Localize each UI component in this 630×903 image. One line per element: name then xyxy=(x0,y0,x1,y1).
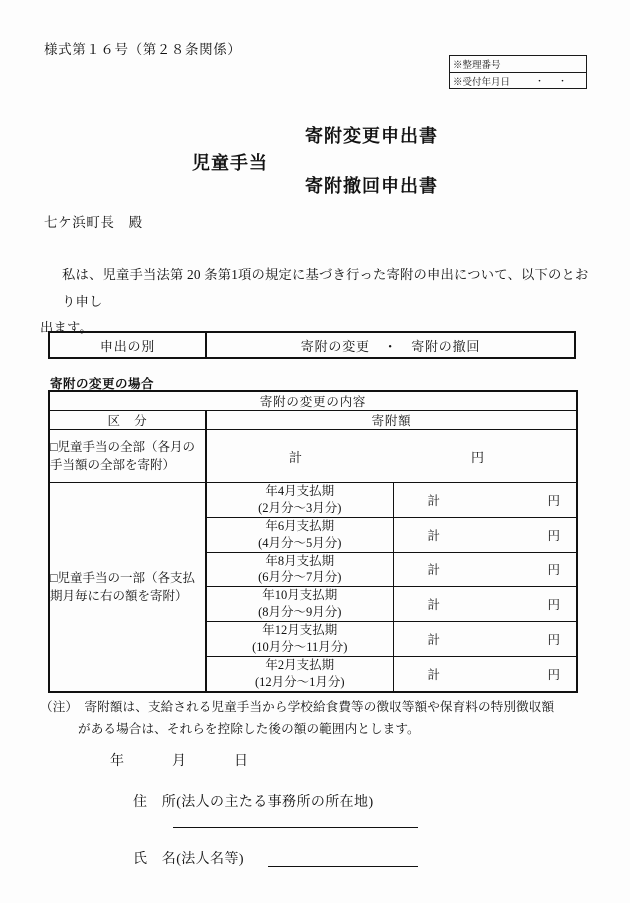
payment-period-label: 年2月支払期 xyxy=(265,657,335,672)
form-number: 様式第１６号（第２８条関係） xyxy=(44,42,242,57)
reference-number-label: ※整理番号 xyxy=(453,61,501,71)
name-input-line[interactable] xyxy=(268,865,418,867)
addressee: 七ケ浜町長 殿 xyxy=(44,215,143,230)
amount-all-inner xyxy=(207,430,576,482)
amount-unit-label: 円 xyxy=(547,598,561,613)
title-withdrawal-application: 寄附撤回申出書 xyxy=(305,176,438,196)
name-label: 氏 名(法人名等) xyxy=(133,852,244,867)
table-row xyxy=(49,430,577,483)
amount-unit-label: 円 xyxy=(547,528,561,543)
payment-period-cell xyxy=(206,622,393,657)
table-row xyxy=(49,332,575,358)
payment-period-label: 年8月支払期 xyxy=(265,553,335,568)
payment-period-label: 年6月支払期 xyxy=(265,518,335,533)
amount-total-label: 計 xyxy=(427,493,441,508)
amount-cell-all[interactable] xyxy=(206,430,577,483)
payment-period-months: (4月分～5月分) xyxy=(258,535,342,550)
payment-period-cell xyxy=(206,587,393,622)
amount-inner xyxy=(394,553,577,587)
amount-total-label-all: 計 xyxy=(289,449,303,465)
column-header-kubun: 区 分 xyxy=(49,411,206,430)
application-type-table xyxy=(48,331,576,359)
body-line-2: 出ます。 xyxy=(40,320,93,336)
title-change-application: 寄附変更申出書 xyxy=(305,126,438,146)
column-header-amount: 寄附額 xyxy=(206,411,577,430)
amount-unit-label: 円 xyxy=(547,563,561,578)
payment-period-cell xyxy=(206,517,393,552)
amount-cell[interactable] xyxy=(393,622,577,657)
receipt-date-dots xyxy=(510,74,583,87)
table-row xyxy=(49,483,577,518)
receipt-date-row[interactable] xyxy=(450,72,586,88)
payment-period-cell xyxy=(206,552,393,587)
donation-change-table xyxy=(48,390,578,693)
amount-inner xyxy=(394,587,577,621)
payment-period-label: 年10月支払期 xyxy=(262,588,338,603)
payment-period-label: 年12月支払期 xyxy=(262,623,338,637)
amount-total-label: 計 xyxy=(427,667,441,682)
amount-total-label: 計 xyxy=(427,528,441,543)
amount-unit-label: 円 xyxy=(547,493,561,508)
payment-period-months: (12月分～1月分) xyxy=(254,674,345,689)
amount-cell[interactable] xyxy=(393,656,577,691)
payment-period-months: (8月分～9月分) xyxy=(258,605,342,620)
option-all-allowance-label[interactable]: □児童手当の全部（各月の手当額の全部を寄附） xyxy=(49,430,206,483)
amount-unit-label: 円 xyxy=(547,667,561,682)
amount-inner xyxy=(394,657,577,691)
amount-inner xyxy=(394,518,577,552)
payment-period-months: (2月分～3月分) xyxy=(258,500,342,515)
body-paragraph xyxy=(40,262,595,342)
payment-period-cell xyxy=(206,656,393,691)
amount-total-label: 計 xyxy=(427,632,441,647)
footnote-line-1: （注） 寄附額は、支給される児童手当から学校給食費等の徴収等額や保育料の特別徴収額 xyxy=(40,700,555,714)
table-header-row xyxy=(49,391,577,411)
date-month-label: 月 xyxy=(172,754,187,769)
footnote xyxy=(40,696,600,740)
table-title-cell: 寄附の変更の内容 xyxy=(49,391,577,411)
payment-period-label: 年4月支払期 xyxy=(265,484,335,498)
payment-period-cell xyxy=(206,483,393,518)
amount-cell[interactable] xyxy=(393,552,577,587)
table-column-header-row xyxy=(49,411,577,430)
amount-unit-label-all: 円 xyxy=(471,449,485,465)
date-separator-dot-1: ・ xyxy=(534,76,544,86)
payment-period-months: (6月分～7月分) xyxy=(258,570,342,585)
amount-inner xyxy=(394,483,577,517)
application-type-value[interactable]: 寄附の変更 ・ 寄附の撤回 xyxy=(206,332,575,358)
reference-number-row[interactable] xyxy=(450,56,586,72)
amount-cell[interactable] xyxy=(393,587,577,622)
option-partial-allowance-label[interactable]: □児童手当の一部（各支払期月毎に右の額を寄附） xyxy=(49,483,206,692)
amount-total-label: 計 xyxy=(427,563,441,578)
amount-cell[interactable] xyxy=(393,517,577,552)
payment-period-months: (10月分～11月分) xyxy=(252,639,348,654)
receipt-date-label: ※受付年月日 xyxy=(453,77,511,88)
application-type-label: 申出の別 xyxy=(49,332,206,358)
date-separator-dot-2: ・ xyxy=(557,76,567,86)
title-subject: 児童手当 xyxy=(192,153,268,173)
address-label: 住 所(法人の主たる事務所の所在地) xyxy=(133,795,374,810)
amount-unit-label: 円 xyxy=(547,632,561,647)
amount-inner xyxy=(394,622,577,656)
date-day-label: 日 xyxy=(234,754,249,769)
amount-total-label: 計 xyxy=(427,598,441,613)
official-use-box xyxy=(449,55,587,89)
signature-date-line[interactable] xyxy=(110,750,249,770)
section-heading-change-case: 寄附の変更の場合 xyxy=(50,377,155,391)
body-line-1: 私は、児童手当法第 20 条第1項の規定に基づき行った寄附の申出について、以下のとおり申し xyxy=(62,267,589,309)
amount-cell[interactable] xyxy=(393,483,577,518)
date-year-label: 年 xyxy=(110,754,125,769)
title-block xyxy=(0,122,630,198)
footnote-line-2: がある場合は、それらを控除した後の額の範囲内とします。 xyxy=(78,722,420,737)
address-input-line[interactable] xyxy=(173,826,418,828)
